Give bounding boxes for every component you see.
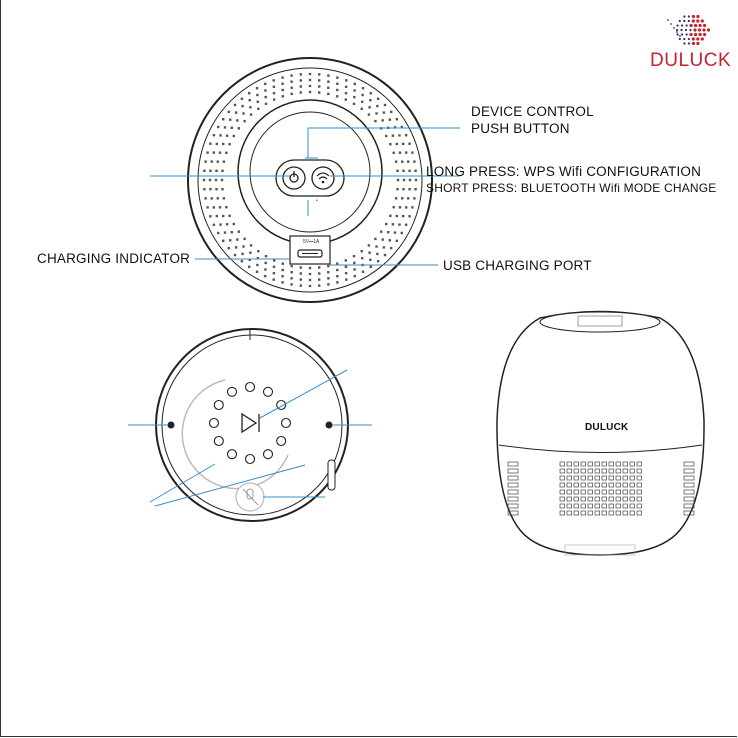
- grill-hole: [353, 103, 355, 105]
- grill-hole: [241, 105, 243, 107]
- grill-hole: [273, 278, 275, 280]
- grill-hole: [264, 83, 266, 85]
- grill-hole: [327, 81, 329, 83]
- grill-hole: [336, 76, 338, 78]
- grill-hole: [236, 119, 238, 121]
- grill-hole: [256, 271, 258, 273]
- grill-hole: [249, 252, 251, 254]
- grill-hole: [389, 143, 391, 145]
- led-dot: [277, 437, 286, 446]
- grill-hole: [353, 89, 355, 91]
- grill-hole: [395, 161, 397, 163]
- grill-hole: [377, 260, 379, 262]
- grill-hole: [209, 170, 211, 172]
- grill-hole: [250, 113, 252, 115]
- grill-hole: [203, 170, 205, 172]
- led-dot: [228, 387, 237, 396]
- grill-hole: [265, 262, 267, 264]
- grill-hole: [402, 215, 404, 217]
- grill-hole: [290, 283, 292, 285]
- grill-hole: [291, 93, 293, 95]
- grill-hole: [387, 231, 389, 233]
- right-indicator-dot: [326, 422, 333, 429]
- grill-hole: [300, 73, 302, 75]
- grill-hole: [300, 85, 302, 87]
- grill-hole: [361, 94, 363, 96]
- grill-hole: [361, 108, 363, 110]
- grill-hole: [282, 89, 284, 91]
- grill-hole: [215, 179, 217, 181]
- grill-hole: [248, 266, 250, 268]
- grill-hole: [318, 91, 320, 93]
- grill-hole: [235, 246, 237, 248]
- grill-hole: [222, 143, 224, 145]
- grill-hole: [213, 224, 215, 226]
- long-press-label: LONG PRESS: WPS Wifi CONFIGURATION: [426, 164, 702, 179]
- led-dot: [228, 450, 237, 459]
- grill-hole: [401, 232, 403, 234]
- grill-hole: [318, 73, 320, 75]
- grill-hole: [204, 197, 206, 199]
- grill-hole: [282, 269, 284, 271]
- grill-hole: [256, 87, 258, 89]
- grill-hole: [368, 244, 370, 246]
- grill-hole: [407, 160, 409, 162]
- front-logo-text: DULUCK: [585, 422, 629, 433]
- grill-hole: [392, 135, 394, 137]
- grill-hole: [369, 259, 371, 261]
- grill-hole: [243, 238, 245, 240]
- grill-hole: [209, 143, 211, 145]
- grill-hole: [265, 255, 267, 257]
- grill-hole: [234, 104, 236, 106]
- grill-hole: [327, 265, 329, 267]
- grill-hole: [362, 271, 364, 273]
- grill-hole: [353, 255, 355, 257]
- grill-hole: [354, 83, 356, 85]
- grill-hole: [309, 85, 311, 87]
- grill-hole: [375, 112, 377, 114]
- grill-hole: [223, 161, 225, 163]
- grill-hole: [327, 277, 329, 279]
- grill-hole: [273, 98, 275, 100]
- led-dot: [214, 437, 223, 446]
- grill-hole: [222, 240, 224, 242]
- grill-hole: [354, 275, 356, 277]
- led-dot: [246, 455, 255, 464]
- grill-hole: [402, 170, 404, 172]
- grill-hole: [213, 134, 215, 136]
- charging-indicator-label: CHARGING INDICATOR: [37, 251, 191, 266]
- grill-hole: [300, 91, 302, 93]
- grill-hole: [396, 240, 398, 242]
- grill-hole: [401, 161, 403, 163]
- grill-hole: [291, 271, 293, 273]
- grill-hole: [243, 120, 245, 122]
- grill-hole: [249, 99, 251, 101]
- grill-hole: [407, 197, 409, 199]
- grill-hole: [336, 95, 338, 97]
- grill-hole: [401, 197, 403, 199]
- grill-hole: [225, 206, 227, 208]
- grill-hole: [380, 231, 382, 233]
- grill-hole: [264, 268, 266, 270]
- grill-hole: [336, 275, 338, 277]
- device-control-label-line2: PUSH BUTTON: [471, 121, 570, 136]
- grill-hole: [389, 119, 391, 121]
- grill-hole: [231, 127, 233, 129]
- grill-hole: [233, 135, 235, 137]
- grill-hole: [309, 267, 311, 269]
- grill-hole: [345, 266, 347, 268]
- grill-hole: [345, 259, 347, 261]
- grill-hole: [374, 238, 376, 240]
- grill-hole: [309, 279, 311, 281]
- grill-hole: [264, 275, 266, 277]
- grill-hole: [250, 244, 252, 246]
- grill-hole: [226, 135, 228, 137]
- grill-hole: [221, 170, 223, 172]
- grill-hole: [345, 98, 347, 100]
- grill-hole: [353, 268, 355, 270]
- grill-hole: [282, 95, 284, 97]
- wifi-button-icon: [312, 167, 334, 189]
- grill-hole: [219, 152, 221, 154]
- grill-hole: [383, 246, 385, 248]
- grill-hole: [221, 179, 223, 181]
- grill-hole: [390, 247, 392, 249]
- grill-hole: [403, 179, 405, 181]
- grill-hole: [345, 278, 347, 280]
- grill-hole: [257, 108, 259, 110]
- grill-hole: [397, 179, 399, 181]
- speaker-top-view: [128, 329, 372, 521]
- grill-hole: [318, 85, 320, 87]
- grill-hole: [222, 215, 224, 217]
- grill-hole: [224, 231, 226, 233]
- grill-hole: [382, 119, 384, 121]
- grill-hole: [235, 111, 237, 113]
- grill-hole: [215, 170, 217, 172]
- grill-hole: [241, 253, 243, 255]
- grill-hole: [399, 206, 401, 208]
- grill-hole: [405, 151, 407, 153]
- grill-hole: [318, 278, 320, 280]
- grill-hole: [219, 206, 221, 208]
- grill-hole: [234, 254, 236, 256]
- grill-hole: [256, 264, 258, 266]
- grill-hole: [211, 160, 213, 162]
- grill-hole: [228, 215, 230, 217]
- grill-hole: [327, 74, 329, 76]
- grill-hole: [264, 89, 266, 91]
- speaker-bottom-view: [150, 58, 460, 302]
- grill-hole: [336, 89, 338, 91]
- grill-hole: [399, 152, 401, 154]
- grill-hole: [222, 118, 224, 120]
- grill-hole: [309, 285, 311, 287]
- grill-hole: [392, 223, 394, 225]
- grill-hole: [238, 231, 240, 233]
- grill-hole: [405, 206, 407, 208]
- grill-hole: [300, 79, 302, 81]
- device-control-label-line1: DEVICE CONTROL: [471, 104, 594, 119]
- grill-hole: [273, 79, 275, 81]
- svg-text:•: •: [316, 198, 318, 204]
- grill-hole: [309, 73, 311, 75]
- grill-hole: [300, 284, 302, 286]
- grill-hole: [384, 104, 386, 106]
- grill-hole: [249, 106, 251, 108]
- grill-hole: [345, 79, 347, 81]
- grill-hole: [369, 99, 371, 101]
- grill-hole: [389, 239, 391, 241]
- led-dot: [264, 450, 273, 459]
- grill-hole: [228, 111, 230, 113]
- grill-hole: [408, 170, 410, 172]
- left-indicator-dot: [168, 422, 175, 429]
- grill-hole: [309, 273, 311, 275]
- grill-hole: [265, 96, 267, 98]
- grill-hole: [368, 106, 370, 108]
- grill-hole: [241, 260, 243, 262]
- grill-hole: [219, 223, 221, 225]
- led-dot: [214, 401, 223, 410]
- grill-hole: [368, 113, 370, 115]
- grill-hole: [213, 151, 215, 153]
- grill-hole: [394, 231, 396, 233]
- grill-hole: [233, 223, 235, 225]
- grill-hole: [217, 232, 219, 234]
- grill-hole: [353, 96, 355, 98]
- grill-hole: [231, 231, 233, 233]
- grill-hole: [396, 215, 398, 217]
- grill-hole: [408, 188, 410, 190]
- grill-hole: [415, 179, 417, 181]
- grill-hole: [282, 263, 284, 265]
- grill-hole: [217, 197, 219, 199]
- grill-hole: [225, 152, 227, 154]
- grill-hole: [242, 245, 244, 247]
- grill-hole: [273, 259, 275, 261]
- grill-hole: [393, 152, 395, 154]
- grill-hole: [256, 94, 258, 96]
- short-press-label: SHORT PRESS: BLUETOOTH Wifi MODE CHANGE: [426, 181, 717, 195]
- grill-hole: [219, 134, 221, 136]
- grill-hole: [211, 197, 213, 199]
- grill-hole: [396, 118, 398, 120]
- grill-hole: [370, 266, 372, 268]
- grill-hole: [273, 272, 275, 274]
- grill-hole: [281, 275, 283, 277]
- grill-hole: [361, 257, 363, 259]
- grill-hole: [389, 215, 391, 217]
- grill-hole: [213, 206, 215, 208]
- grill-hole: [411, 151, 413, 153]
- grill-hole: [376, 253, 378, 255]
- grill-hole: [345, 92, 347, 94]
- grill-hole: [409, 179, 411, 181]
- grill-hole: [204, 160, 206, 162]
- speaker-front-view: [497, 312, 704, 556]
- grill-hole: [336, 269, 338, 271]
- grill-hole: [217, 161, 219, 163]
- grill-hole: [273, 266, 275, 268]
- grill-hole: [318, 266, 320, 268]
- grill-hole: [209, 215, 211, 217]
- grill-hole: [405, 134, 407, 136]
- grill-hole: [405, 224, 407, 226]
- led-dot: [264, 387, 273, 396]
- grill-hole: [281, 281, 283, 283]
- grill-hole: [281, 83, 283, 85]
- grill-hole: [336, 281, 338, 283]
- grill-hole: [226, 223, 228, 225]
- grill-hole: [385, 135, 387, 137]
- grill-hole: [209, 188, 211, 190]
- grill-hole: [408, 215, 410, 217]
- grill-hole: [203, 179, 205, 181]
- led-dot: [246, 383, 255, 392]
- grill-hole: [291, 87, 293, 89]
- grill-hole: [216, 143, 218, 145]
- usb-port-label: USB CHARGING PORT: [443, 258, 592, 273]
- grill-hole: [290, 81, 292, 83]
- grill-hole: [215, 188, 217, 190]
- svg-text:5V⎓1A: 5V⎓1A: [303, 239, 320, 245]
- grill-hole: [408, 143, 410, 145]
- grill-hole: [395, 197, 397, 199]
- grill-hole: [224, 126, 226, 128]
- grill-hole: [345, 272, 347, 274]
- grill-hole: [362, 87, 364, 89]
- led-dot: [210, 419, 219, 428]
- brand-name: DULUCK: [650, 50, 732, 71]
- grill-hole: [398, 134, 400, 136]
- grill-hole: [221, 188, 223, 190]
- led-dot: [282, 419, 291, 428]
- grill-hole: [300, 266, 302, 268]
- grill-hole: [273, 86, 275, 88]
- grill-hole: [242, 112, 244, 114]
- grill-hole: [300, 278, 302, 280]
- grill-hole: [375, 245, 377, 247]
- grill-hole: [376, 105, 378, 107]
- grill-hole: [402, 143, 404, 145]
- grill-hole: [248, 92, 250, 94]
- grill-hole: [345, 86, 347, 88]
- grill-hole: [370, 92, 372, 94]
- grill-hole: [257, 250, 259, 252]
- grill-hole: [217, 126, 219, 128]
- grill-hole: [228, 143, 230, 145]
- grill-hole: [238, 127, 240, 129]
- grill-hole: [336, 83, 338, 85]
- grill-hole: [327, 87, 329, 89]
- grill-hole: [413, 160, 415, 162]
- grill-hole: [223, 197, 225, 199]
- grill-hole: [206, 151, 208, 153]
- grill-hole: [385, 223, 387, 225]
- grill-hole: [291, 265, 293, 267]
- grill-hole: [216, 215, 218, 217]
- grill-hole: [206, 206, 208, 208]
- grill-hole: [396, 188, 398, 190]
- grill-hole: [353, 262, 355, 264]
- grill-hole: [228, 247, 230, 249]
- grill-hole: [361, 101, 363, 103]
- grill-hole: [414, 188, 416, 190]
- power-button-icon: [283, 167, 305, 189]
- grill-hole: [281, 76, 283, 78]
- grill-hole: [236, 238, 238, 240]
- grill-hole: [384, 254, 386, 256]
- grill-hole: [327, 283, 329, 285]
- grill-hole: [241, 98, 243, 100]
- grill-hole: [309, 91, 311, 93]
- grill-hole: [327, 271, 329, 273]
- grill-hole: [396, 143, 398, 145]
- grill-hole: [203, 188, 205, 190]
- grill-hole: [383, 111, 385, 113]
- grill-hole: [229, 239, 231, 241]
- grill-hole: [273, 92, 275, 94]
- grill-hole: [300, 272, 302, 274]
- grill-hole: [318, 284, 320, 286]
- grill-hole: [411, 206, 413, 208]
- grill-hole: [413, 197, 415, 199]
- grill-hole: [209, 179, 211, 181]
- grill-hole: [229, 119, 231, 121]
- grill-hole: [402, 188, 404, 190]
- grill-hole: [290, 277, 292, 279]
- grill-hole: [368, 252, 370, 254]
- grill-hole: [390, 111, 392, 113]
- grill-hole: [398, 223, 400, 225]
- grill-hole: [257, 101, 259, 103]
- grill-hole: [414, 170, 416, 172]
- grill-hole: [290, 74, 292, 76]
- grill-hole: [327, 93, 329, 95]
- grill-hole: [377, 98, 379, 100]
- grill-hole: [265, 103, 267, 105]
- grill-hole: [396, 170, 398, 172]
- grill-hole: [318, 79, 320, 81]
- grill-hole: [318, 272, 320, 274]
- grill-hole: [374, 120, 376, 122]
- grill-hole: [393, 206, 395, 208]
- grill-hole: [309, 79, 311, 81]
- grill-hole: [361, 250, 363, 252]
- grill-hole: [382, 238, 384, 240]
